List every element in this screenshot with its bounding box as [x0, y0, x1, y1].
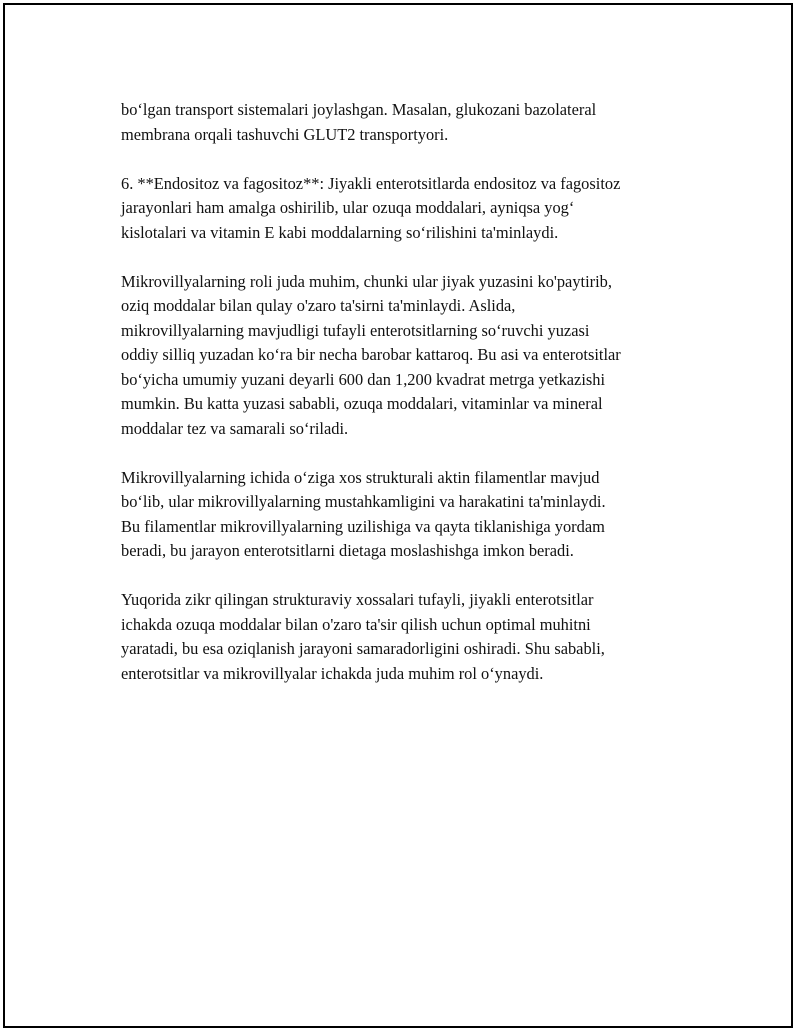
paragraph-microvilli-role: Mikrovillyalarning roli juda muhim, chunki ular jiyak yuzasini ko'paytirib, oziq moddalar bilan qulay o'zaro ta'sirni ta'minlaydi. Aslida, mikrovillyalarning mavjudligi tufayli enterotsitlarning so‘ruvchi yuzasi oddiy silliq yuzadan ko‘ra bir necha barobar kattaroq. Bu asi va enterotsitlar bo‘yicha umumiy yuzani deyarli 600 dan 1,200 kvadrat metrga yetkazishi mumkin. Bu katta yuzasi sababli, ozuqa moddalari, vitaminlar va mineral moddalar tez va samarali so‘riladi.	[121, 271, 621, 438]
paragraph-transport-systems: bo‘lgan transport sistemalari joylashgan. Masalan, glukozani bazolateral membrana orqali tashuvchi GLUT2 transportyori.	[121, 100, 597, 144]
paragraph-endocytosis: 6. **Endositoz va fagositoz**: Jiyakli enterotsitlarda endositoz va fagositoz jarayonlari ham amalga oshirilib, ular ozuqa moddalari, ayniqsa yog‘ kislotalari va vitamin E kabi moddalarning so‘rilishini ta'minlaydi.	[121, 173, 621, 242]
document-page	[3, 3, 793, 1028]
document-body	[121, 98, 701, 711]
paragraph-actin-filaments: Mikrovillyalarning ichida o‘ziga xos strukturali aktin filamentlar mavjud bo‘lib, ular mikrovillyalarning mustahkamligini va harakatini ta'minlaydi. Bu filamentlar mikrovillyalarning uzilishiga va qayta tiklanishiga yordam beradi, bu jarayon enterotsitlarni dietaga moslashishga imkon beradi.	[121, 467, 606, 560]
paragraph-conclusion: Yuqorida zikr qilingan strukturaviy xossalari tufayli, jiyakli enterotsitlar ichakda ozuqa moddalar bilan o'zaro ta'sir qilish uchun optimal muhitni yaratadi, bu esa oziqlanish jarayoni samaradorligini oshiradi. Shu sababli, enterotsitlar va mikrovillyalar ichakda juda muhim rol o‘ynaydi.	[121, 590, 605, 683]
